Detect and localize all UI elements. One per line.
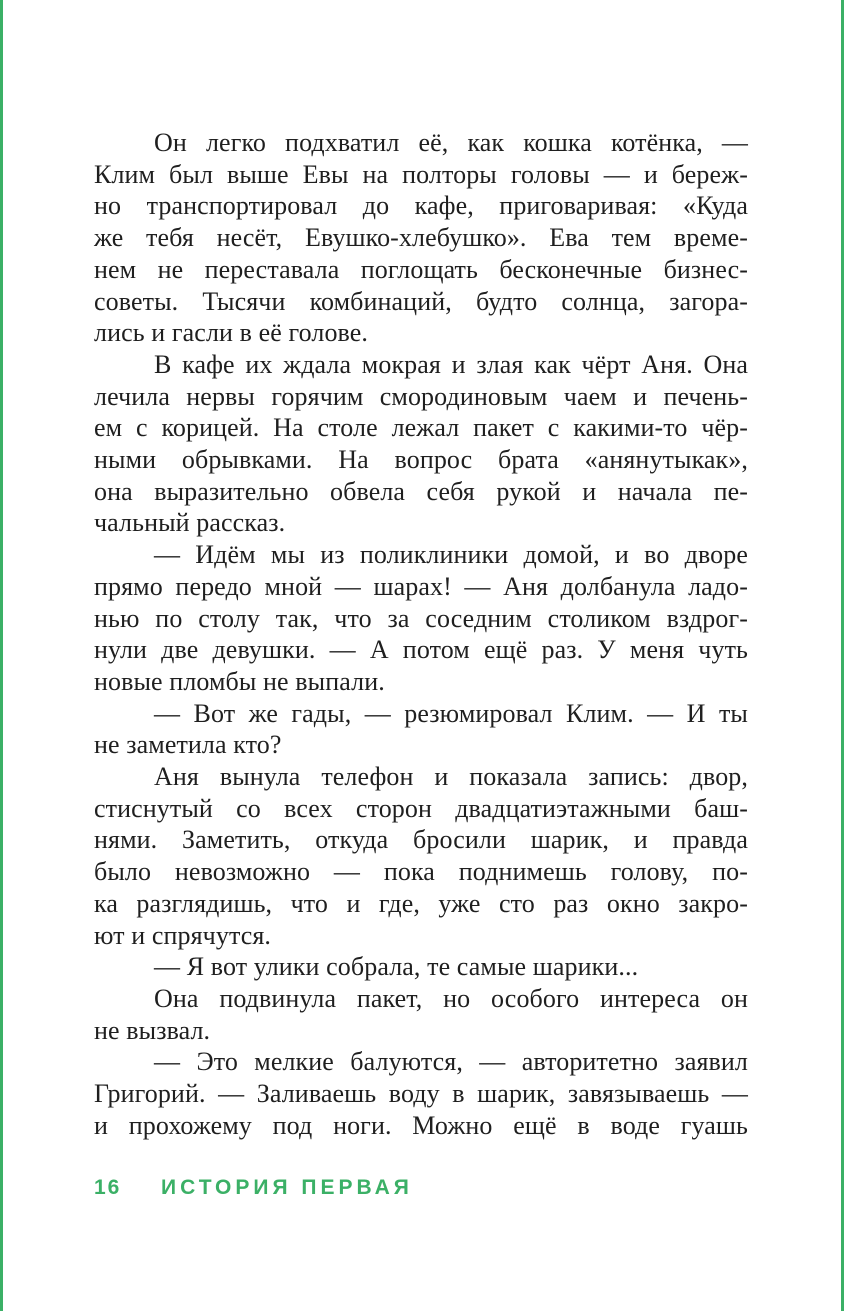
text-line: нем не переставала поглощать бесконечные бизнес-: [94, 254, 748, 284]
paragraph: [94, 761, 748, 951]
page-footer: [94, 1176, 413, 1200]
text-line: Он легко подхватил её, как кошка котёнка, —: [154, 128, 748, 157]
paragraph: [94, 127, 748, 349]
text-line: новые пломбы не выпали.: [94, 666, 385, 696]
text-line: чальный рассказ.: [94, 508, 286, 538]
paragraph: [94, 698, 748, 761]
text-line: нями. Заметить, откуда бросили шарик, и правда: [94, 825, 748, 855]
text-line: ем с корицей. На столе лежал пакет с какими-то чёр-: [94, 413, 748, 443]
text-line: прямо передо мной — шарах! — Аня долбанула ладо-: [94, 571, 748, 601]
text-line: В кафе их ждала мокрая и злая как чёрт Аня. Она: [154, 349, 748, 379]
text-line: стиснутый со всех сторон двадцатиэтажными баш-: [94, 793, 748, 823]
text-line: нью по столу так, что за соседним столиком вздрог-: [94, 603, 748, 633]
text-line: нули две девушки. — А потом ещё раз. У меня чуть: [94, 635, 748, 665]
text-line: было невозможно — пока поднимешь голову, по-: [94, 857, 748, 887]
text-line: же тебя несёт, Евушко-хлебушко». Ева тем време-: [94, 223, 748, 253]
text-line: ка разглядишь, что и где, уже сто раз окно закро-: [94, 888, 748, 918]
text-line: но транспортировал до кафе, приговаривая: «Куда: [94, 191, 748, 221]
text-line: и прохожему под ноги. Можно ещё в воде гуашь: [94, 1110, 748, 1140]
page-number: 16: [94, 1176, 122, 1199]
text-line: ными обрывками. На вопрос брата «анянутыкак»,: [94, 445, 748, 475]
text-line: советы. Тысячи комбинаций, будто солнца, загора-: [94, 286, 748, 316]
text-line: — Вот же гады, — резюмировал Клим. — И ты: [154, 698, 748, 728]
text-line: лечила нервы горячим смородиновым чаем и печень-: [94, 381, 748, 411]
paragraph: [94, 1046, 748, 1141]
text-line: лись и гасли в её голове.: [94, 318, 369, 348]
paragraph: [94, 983, 748, 1046]
text-line: не вызвал.: [94, 1015, 211, 1045]
text-line: она выразительно обвела себя рукой и начала пе-: [94, 476, 748, 506]
left-edge-rule: [0, 0, 3, 1311]
text-line: — Идём мы из поликлиники домой, и во дворе: [154, 540, 748, 570]
paragraph: [94, 951, 748, 983]
text-line: — Это мелкие балуются, — авторитетно заявил: [154, 1047, 748, 1077]
running-title: ИСТОРИЯ ПЕРВАЯ: [161, 1176, 413, 1199]
text-line: не заметила кто?: [94, 730, 282, 760]
text-line: Клим был выше Евы на полторы головы — и береж-: [94, 159, 748, 189]
page-text: [94, 127, 748, 1142]
text-line: Она подвинула пакет, но особого интереса он: [154, 983, 748, 1013]
paragraph: [94, 349, 748, 539]
text-line: ют и спрячутся.: [94, 920, 272, 950]
text-line: Аня вынула телефон и показала запись: двор,: [154, 762, 748, 792]
text-line: — Я вот улики собрала, те самые шарики...: [154, 952, 639, 982]
paragraph: [94, 539, 748, 698]
text-line: Григорий. — Заливаешь воду в шарик, завязываешь —: [94, 1079, 748, 1109]
